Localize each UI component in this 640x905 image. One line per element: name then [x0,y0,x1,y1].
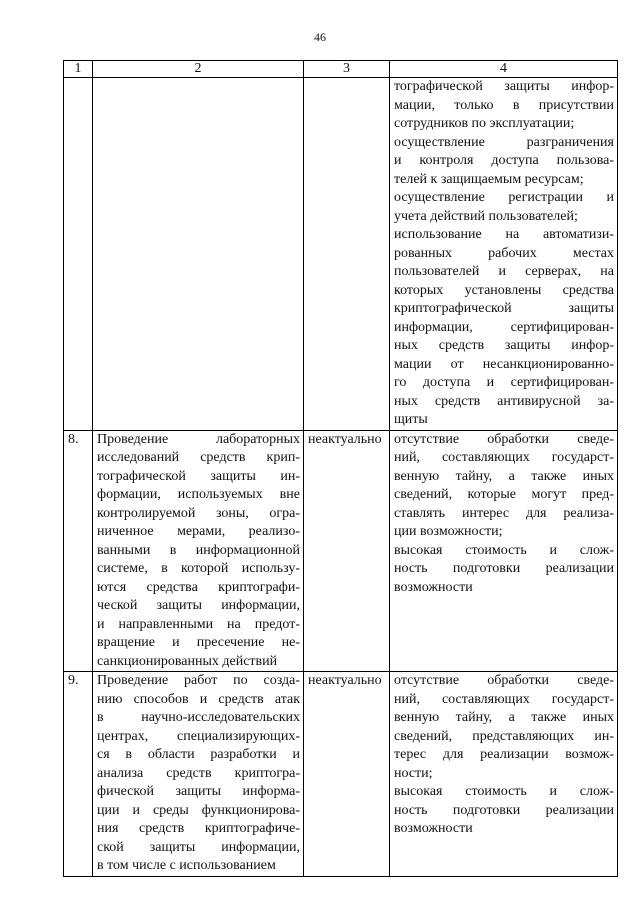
text-line: использование на автоматизи- [394,227,614,242]
row-number-cell [64,78,93,431]
text-line: рованных рабочих местах [394,245,614,261]
header-col-1: 1 [64,61,93,78]
text-line: мации от несанкционированно- [394,356,614,372]
page-number: 46 [314,30,326,44]
text-line: венную тайну, а также иных [394,710,614,725]
text-line: вращение и пресечение не- [97,635,300,650]
description-cell [93,78,304,431]
text-line: ния средств криптографиче- [97,821,300,836]
text-line: криптографической защиты [394,301,614,316]
text-line: ниченное мерами, реализо- [97,524,300,539]
text-line: отсутствие обработки сведе- [394,431,614,447]
status-cell [304,78,390,431]
text-line: возможности [394,579,473,595]
row-number-cell: 8. [64,430,93,672]
justification-cell [390,672,618,877]
text-line: высокая стоимость и слож- [394,784,614,799]
text-line: ных средств защиты инфор- [394,338,614,353]
text-line: осуществление регистрации и [394,190,614,205]
text-line: пользователей и серверах, на [394,264,614,279]
description-text [97,672,300,876]
text-line: ности; [394,765,433,781]
text-line: высокая стоимость и слож- [394,542,614,558]
text-line: Проведение работ по созда- [97,673,300,688]
text-line: терес для реализации возмож- [394,747,614,762]
text-line: информации, сертифицирован- [394,319,614,335]
text-line: ний, составляющих государст- [394,691,614,707]
row-number-cell: 9. [64,672,93,877]
text-line: ции и среды функционирова- [97,802,300,818]
header-col-3: 3 [304,61,390,78]
description-cell [93,672,304,877]
text-line: ции возможности; [394,524,503,539]
text-line: тографической защиты ин- [97,468,300,484]
text-line: в научно-исследовательских [97,710,300,725]
text-line: тографической защиты инфор- [394,79,614,94]
text-line: ской защиты информации, [97,839,300,855]
text-line: нию способов и средств атак [97,691,300,707]
text-line: которых установлены средства [394,282,614,298]
text-line: контролируемой зоны, огра- [97,505,300,521]
text-line: в том числе с использованием [97,858,276,873]
text-line: системе, в которой использу- [97,561,300,576]
threats-table [63,60,618,877]
table-row-9 [64,672,618,877]
text-line: исследований средств крип- [97,450,300,465]
justification-text [394,431,614,598]
text-line: и направленными на предот- [97,616,300,632]
status-cell: неактуально [304,672,390,877]
text-line: фической защиты информа- [97,784,300,799]
table-header-row [64,61,618,78]
header-col-2: 2 [93,61,304,78]
text-line: сотрудников по эксплуатации; [394,116,575,131]
text-line: санкционированных действий [97,653,278,669]
text-line: учета действий пользователей; [394,208,578,224]
text-line: центрах, специализирующих- [97,728,300,744]
text-line: ются средства криптографи- [97,579,300,595]
table-row-8 [64,430,618,672]
text-line: го доступа и сертифицирован- [394,375,614,390]
text-line: щиты [394,412,428,427]
text-line: телей к защищаемым ресурсам; [394,171,584,187]
text-line: ность подготовки реализации [394,802,614,818]
description-cell [93,430,304,672]
table-row-continuation [64,78,618,431]
header-col-4: 4 [390,61,618,78]
text-line: ставлять интерес для реализа- [394,505,614,521]
text-line: ческой защиты информации, [97,598,300,613]
status-cell: неактуально [304,430,390,672]
text-line: сведений, представляющих ин- [394,728,614,744]
text-line: ных средств антивирусной за- [394,393,614,409]
justification-text [394,78,614,430]
text-line: венную тайну, а также иных [394,468,614,484]
text-line: отсутствие обработки сведе- [394,673,614,688]
text-line: осуществление разграничения [394,134,614,150]
text-line: Проведение лабораторных [97,431,300,447]
justification-cell [390,430,618,672]
text-line: анализа средств криптогра- [97,765,300,781]
text-line: мации, только в присутствии [394,97,614,113]
text-line: ний, составляющих государст- [394,450,614,465]
text-line: сведений, которые могут пред- [394,487,614,502]
text-line: ванными в информационной [97,542,300,558]
text-line: формации, используемых вне [97,487,300,502]
description-text [97,431,300,672]
justification-cell [390,78,618,431]
text-line: и контроля доступа пользова- [394,153,614,168]
text-line: ность подготовки реализации [394,561,614,576]
text-line: возможности [394,821,473,836]
justification-text [394,672,614,839]
text-line: ся в области разработки и [97,747,300,762]
